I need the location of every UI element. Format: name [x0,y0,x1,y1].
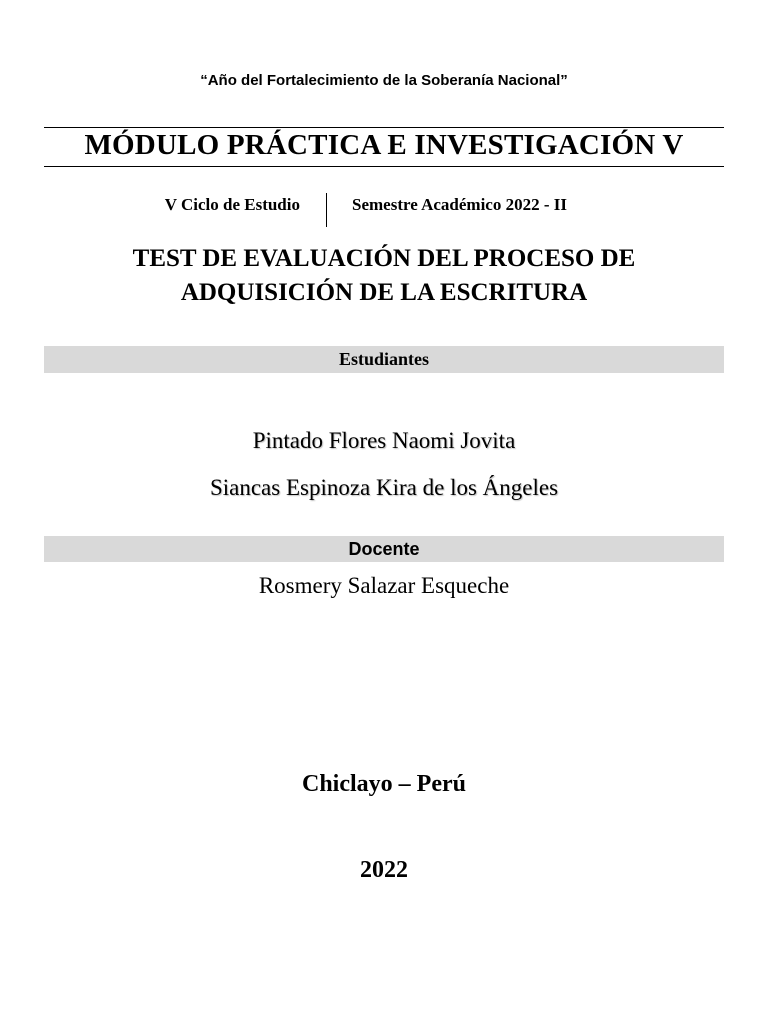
test-title-line-2: ADQUISICIÓN DE LA ESCRITURA [180,279,588,306]
module-title: MÓDULO PRÁCTICA E INVESTIGACIÓN V [84,129,684,161]
test-title-line-1: TEST DE EVALUACIÓN DEL PROCESO DE [132,245,636,272]
city-country: Chiclayo – Perú [302,771,466,797]
national-motto: “Año del Fortalecimiento de la Soberanía Nacional” [200,72,568,89]
teacher-heading: Docente [44,536,724,562]
student-name: Pintado Flores Naomi Jovita [252,428,516,453]
teacher-name: Rosmery Salazar Esqueche [258,573,510,598]
title-top-rule [44,127,724,128]
test-title [0,242,768,310]
cycle-divider [326,193,327,227]
cycle-info-row [0,193,768,229]
document-year: 2022 [360,857,408,883]
students-heading: Estudiantes [44,346,724,373]
student-name: Siancas Espinoza Kira de los Ángeles [209,475,559,500]
title-bottom-rule [44,166,724,167]
study-cycle: V Ciclo de Estudio [164,195,300,214]
academic-semester: Semestre Académico 2022 - II [352,195,567,214]
